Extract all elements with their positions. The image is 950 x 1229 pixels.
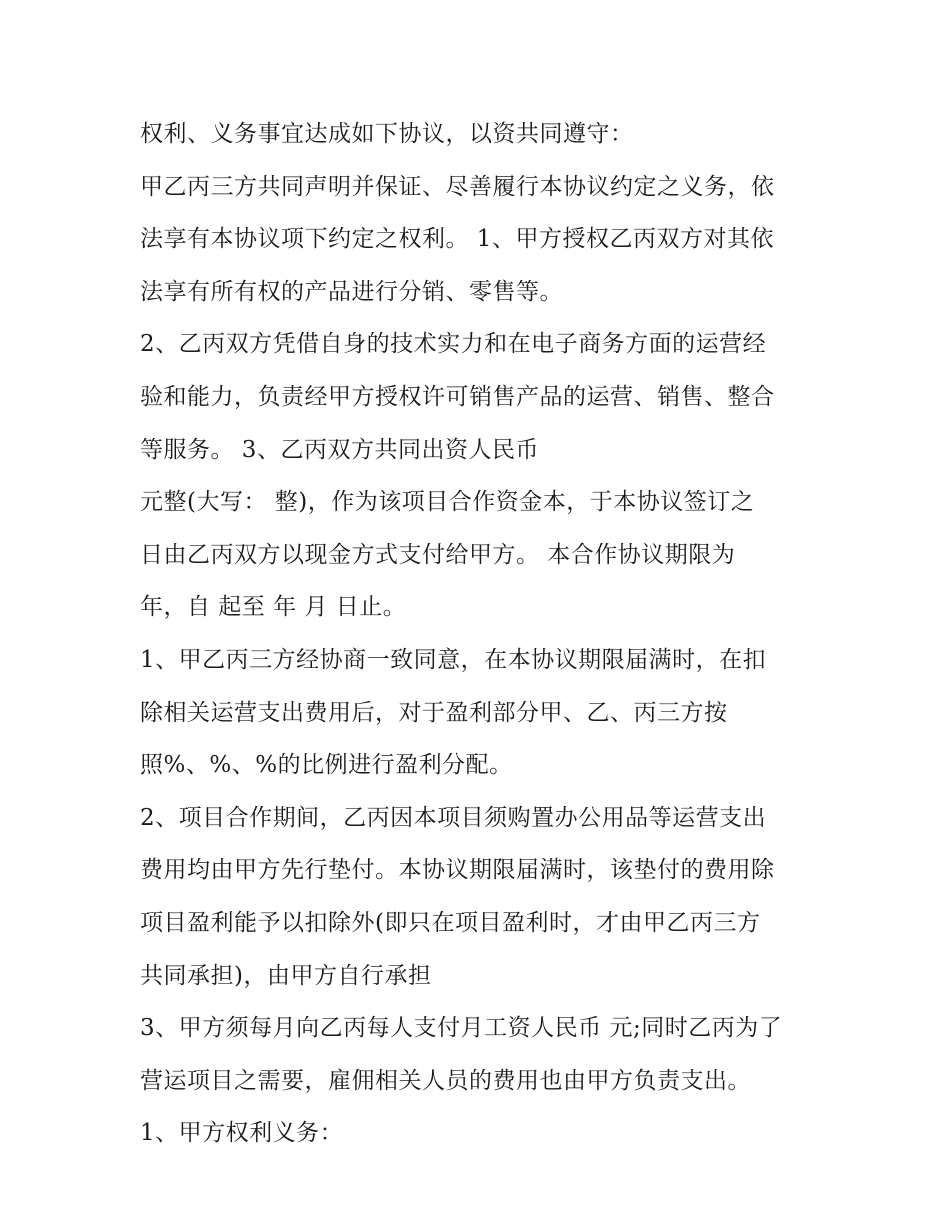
text-line: 日由乙丙双方以现金方式支付给甲方。 本合作协议期限为 <box>140 541 736 568</box>
text-line: 1、甲乙丙三方经协商一致同意，在本协议期限届满时，在扣 <box>140 646 767 673</box>
text-line: 年，自 起至 年 月 日止。 <box>140 594 407 621</box>
document-body <box>140 108 830 1160</box>
text-line: 营运项目之需要，雇佣相关人员的费用也由甲方负责支出。 <box>140 1067 751 1094</box>
text-line: 验和能力，负责经甲方授权许可销售产品的运营、销售、整合 <box>140 383 775 410</box>
text-line: 法享有所有权的产品进行分销、零售等。 <box>140 278 563 305</box>
text-line: 2、乙丙双方凭借自身的技术实力和在电子商务方面的运营经 <box>140 331 767 358</box>
text-line: 3、甲方须每月向乙丙每人支付月工资人民币 元;同时乙丙为了 <box>140 1015 783 1042</box>
text-line: 元整(大写： 整)，作为该项目合作资金本，于本协议签订之 <box>140 489 755 516</box>
text-line: 项目盈利能予以扣除外(即只在项目盈利时，才由甲乙丙三方 <box>140 909 761 936</box>
text-line: 费用均由甲方先行垫付。本协议期限届满时，该垫付的费用除 <box>140 857 775 884</box>
text-line: 2、项目合作期间，乙丙因本项目须购置办公用品等运营支出 <box>140 804 767 831</box>
text-line: 除相关运营支出费用后，对于盈利部分甲、乙、丙三方按 <box>140 699 728 726</box>
text-line: 1、甲方权利义务： <box>140 1120 344 1147</box>
text-line: 权利、义务事宜达成如下协议，以资共同遵守： <box>140 121 634 147</box>
text-line: 等服务。 3、乙丙双方共同出资人民币 <box>140 436 539 463</box>
text-line: 照%、%、%的比例进行盈利分配。 <box>140 752 513 779</box>
text-line: 法享有本协议项下约定之权利。 1、甲方授权乙丙双方对其依 <box>140 226 774 253</box>
text-line: 共同承担)，由甲方自行承担 <box>140 962 432 989</box>
text-line: 甲乙丙三方共同声明并保证、尽善履行本协议约定之义务，依 <box>140 173 775 200</box>
